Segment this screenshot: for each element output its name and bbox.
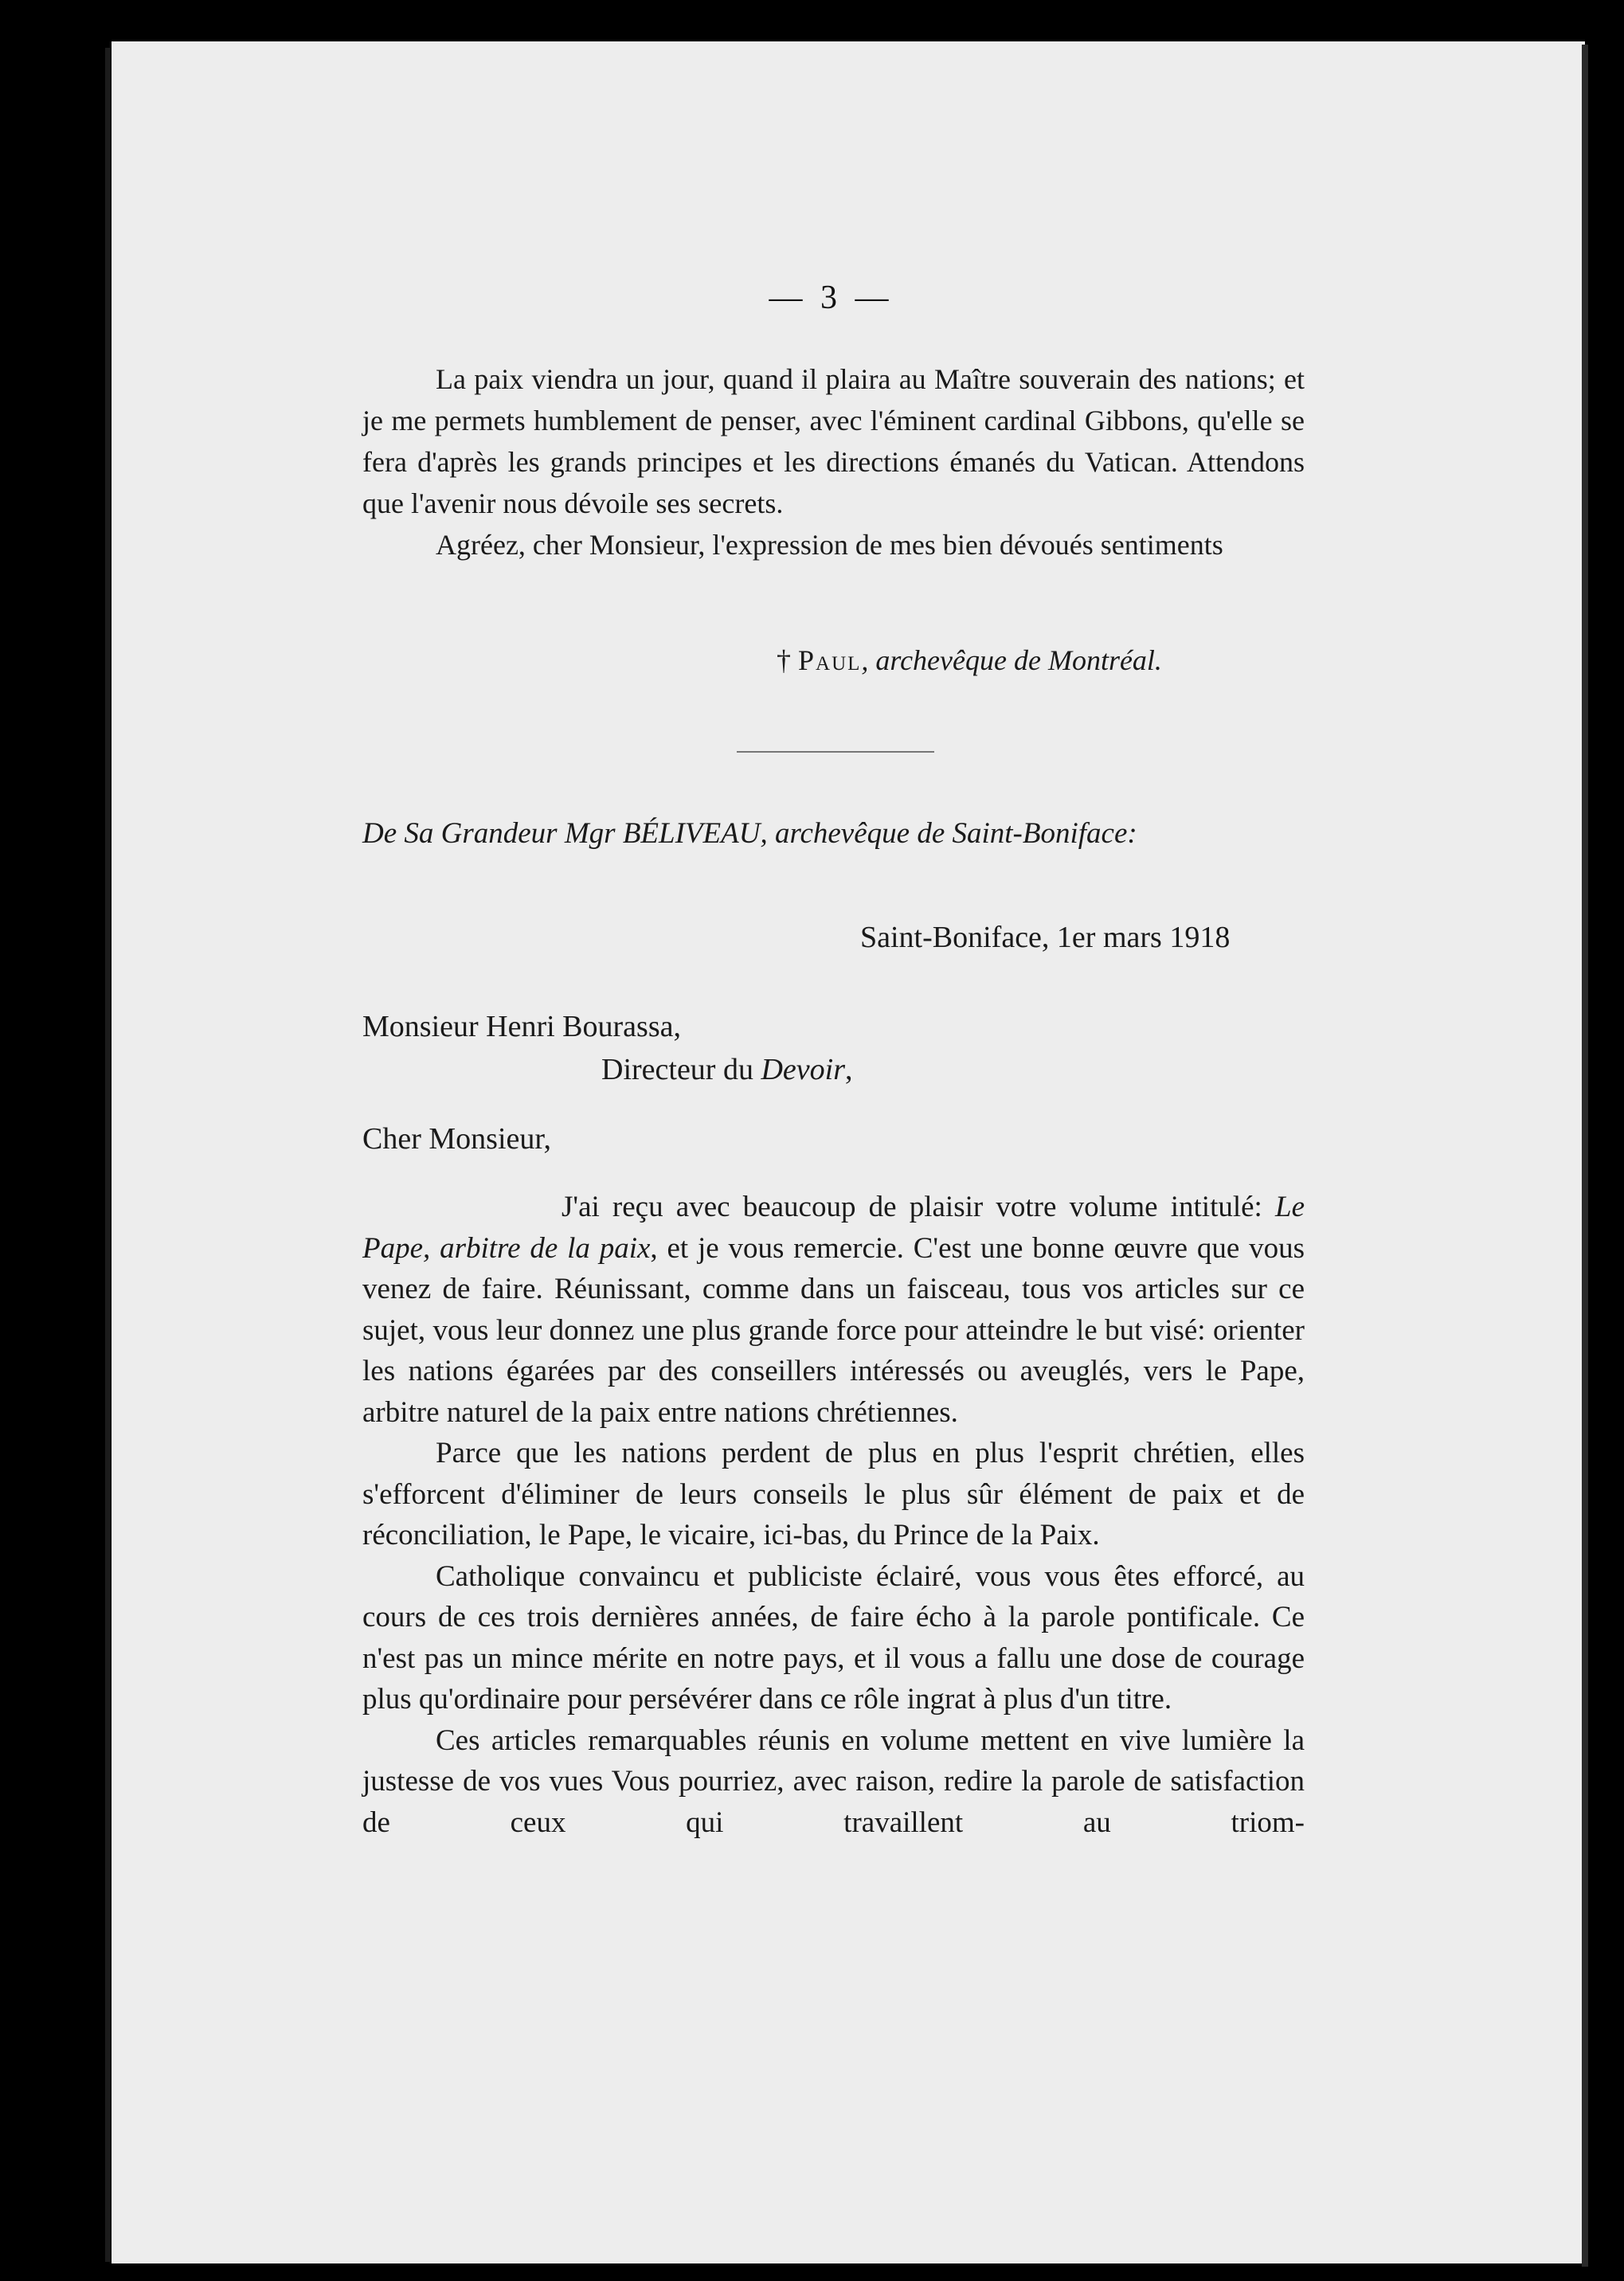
signature-cross: † bbox=[777, 644, 791, 676]
signature-title: , archevêque de Montréal. bbox=[861, 644, 1162, 676]
addressee-title-suffix: , bbox=[845, 1053, 853, 1086]
letter2-paragraph-1 bbox=[362, 1187, 1305, 1433]
letter1-paragraph-2: Agréez, cher Monsieur, l'expression de mes bien dévoués sentiments bbox=[436, 529, 1223, 561]
addressee-name: Monsieur Henri Bourassa, bbox=[362, 1010, 681, 1043]
heading-suffix: , archevêque de Saint-Boniface: bbox=[760, 817, 1137, 850]
letter2-dateline: Saint-Boniface, 1er mars 1918 bbox=[860, 921, 1231, 954]
p1-book-title: Le Pape, arbitre de la paix bbox=[362, 1191, 1305, 1265]
addressee-title bbox=[362, 1048, 853, 1091]
letter2-paragraph-2: Parce que les nations perdent de plus en plus l'esprit chrétien, elles s'efforcent d'éliminer de leurs conseils le plus sûr élément de paix et de réconciliation, le Pape, le vicaire, ici-bas, du Prince de la Paix. bbox=[362, 1437, 1305, 1551]
page-left-edge bbox=[105, 48, 110, 2262]
letter2-body bbox=[362, 1187, 1305, 1843]
signature-name: Paul bbox=[798, 644, 862, 676]
page-number: — 3 — bbox=[769, 280, 894, 316]
page-right-edge bbox=[1582, 45, 1588, 2267]
letter1-paragraph-1: La paix viendra un jour, quand il plaira au Maître souverain des nations; et je me permets humblement de penser, avec l'éminent cardinal Gibbons, qu'elle se fera d'après les grands principes et les directions émanés du Vatican. Attendons que l'avenir nous dévoile ses secrets. bbox=[362, 363, 1305, 519]
letter2-paragraph-3: Catholique convaincu et publiciste éclairé, vous vous êtes efforcé, au cours de ces trois dernières années, de faire écho à la parole pontificale. Ce n'est pas un mince mérite en notre pays, et il vous a fallu une dose de courage plus qu'ordinaire pour persévérer dans ce rôle ingrat à plus d'un titre. bbox=[362, 1559, 1305, 1716]
addressee-journal: Devoir bbox=[761, 1053, 845, 1086]
letter2-salutation: Cher Monsieur, bbox=[362, 1122, 551, 1156]
letter2-addressee bbox=[362, 1005, 853, 1091]
letter1-signature bbox=[777, 644, 1162, 677]
letter2-paragraph-4: Ces articles remarquables réunis en volume mettent en vive lumière la justesse de vos vues Vous pourriez, avec raison, redire la parole de satisfaction de ceux qui travaillent au triom- bbox=[362, 1723, 1305, 1839]
p1-before: J'ai reçu avec beaucoup de plaisir votre volume intitulé: bbox=[562, 1191, 1275, 1223]
heading-name: BÉLIVEAU bbox=[622, 817, 761, 850]
p1-after: , et je vous remercie. C'est une bonne œuvre que vous venez de faire. Réunissant, comme dans un faisceau, tous vos articles sur ce sujet, vous leur donnez une plus grande force pour atteindre le but visé: orienter les nations égarées par des conseillers intéressés ou aveuglés, vers le Pape, arbitre naturel de la paix entre nations chrétiennes. bbox=[362, 1231, 1305, 1429]
heading-prefix: De Sa Grandeur Mgr bbox=[362, 817, 623, 850]
addressee-title-prefix: Directeur du bbox=[601, 1053, 761, 1086]
section-divider bbox=[737, 751, 934, 753]
letter2-heading bbox=[362, 816, 1305, 851]
letter1-body bbox=[362, 358, 1305, 565]
